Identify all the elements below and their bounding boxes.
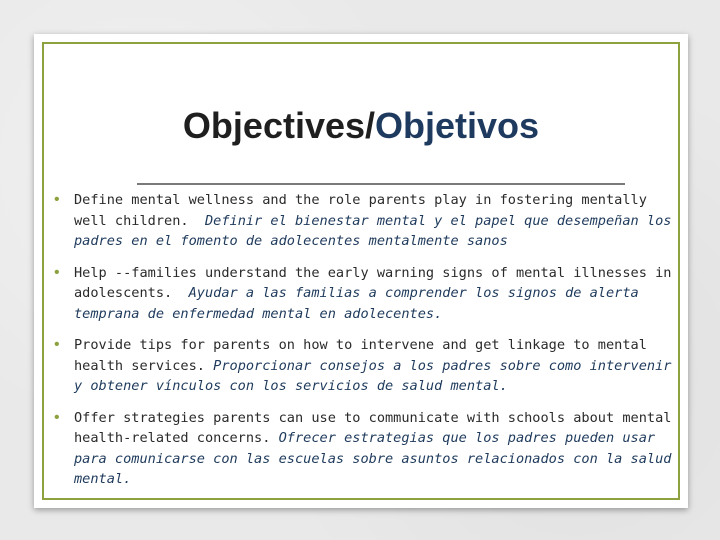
slide-title (34, 104, 688, 148)
objective-text-spanish: Proporcionar consejos a los padres sobre como intervenir y obtener vínculos con los servicios de salud mental. (74, 357, 672, 394)
objectives-list (52, 190, 684, 490)
bullet-icon: • (54, 336, 60, 353)
bullet-icon: • (54, 408, 60, 426)
objective-text-spanish: Ayudar a las familias a comprender los signos de alerta temprana de enfermedad mental en adolecentes. (74, 285, 639, 322)
objective-item (52, 408, 684, 490)
title-divider (137, 183, 625, 185)
objective-text-english: Provide tips for parents on how to intervene and get linkage to mental health services. (74, 337, 647, 374)
objective-item (52, 263, 684, 325)
objective-text-english: Define mental wellness and the role parents play in fostering mentally well children. (74, 192, 647, 229)
title-spanish: Objetivos (375, 105, 540, 146)
bullet-icon: • (54, 191, 60, 208)
objective-text-english: Offer strategies parents can use to communicate with schools about mental health-related concerns. (74, 409, 672, 446)
objective-item (52, 190, 684, 252)
objective-text-english: Help --families understand the early warning signs of mental illnesses in adolescents. (74, 264, 672, 301)
objective-text-spanish: Definir el bienestar mental y el papel que desempeñan los padres en el fomento de adolecentes mentalmente sanos (74, 212, 672, 249)
bullet-icon: • (54, 263, 60, 281)
objective-text-spanish: Ofrecer estrategias que los padres pueden usar para comunicarse con las escuelas sobre asuntos relacionados con la salud mental. (74, 430, 672, 487)
slide-card (34, 34, 688, 508)
objective-item (52, 335, 684, 397)
title-english: Objectives/ (182, 105, 376, 146)
